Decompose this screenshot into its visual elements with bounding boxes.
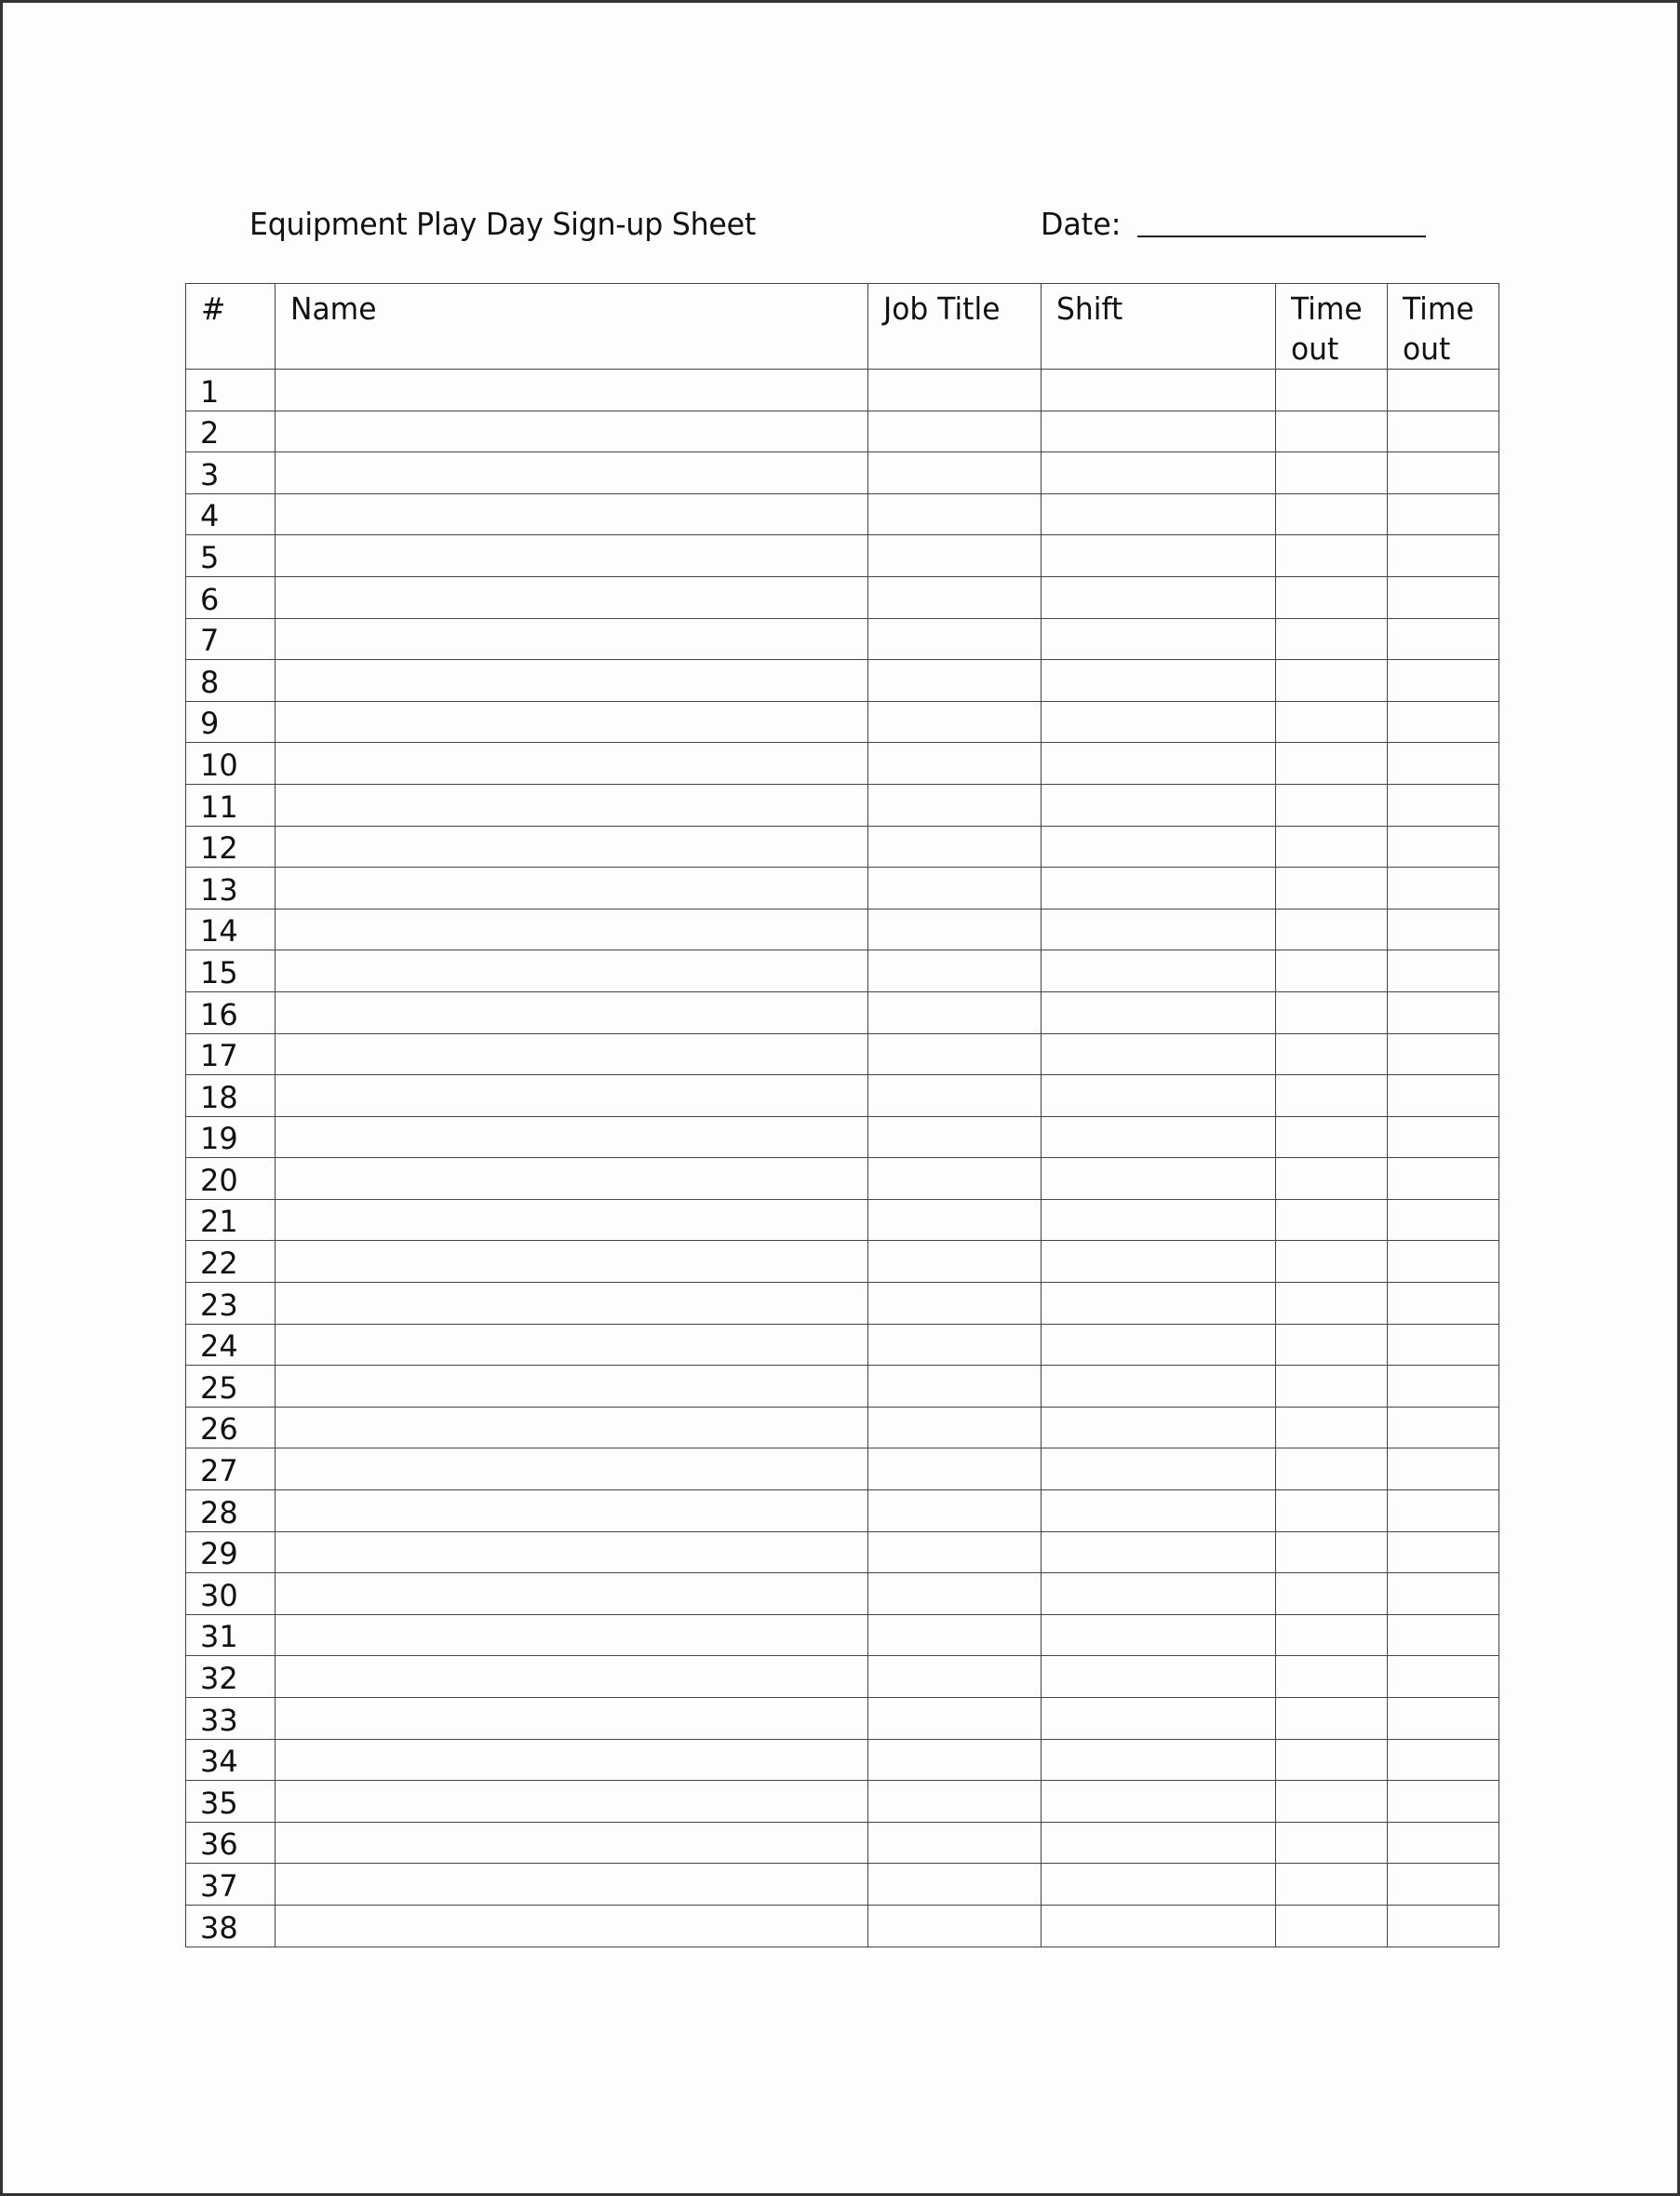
job-title-cell[interactable] — [868, 1075, 1042, 1117]
job-title-cell[interactable] — [868, 826, 1042, 868]
time-out-1-cell[interactable] — [1276, 1324, 1388, 1366]
shift-cell[interactable] — [1042, 370, 1276, 411]
time-out-2-cell[interactable] — [1388, 784, 1499, 826]
row-number-cell: 10 — [186, 743, 276, 785]
time-out-2-cell[interactable] — [1388, 1614, 1499, 1656]
row-number-cell: 12 — [186, 826, 276, 868]
shift-cell[interactable] — [1042, 1739, 1276, 1781]
time-out-2-cell[interactable] — [1388, 1781, 1499, 1823]
table-row — [186, 1531, 1499, 1573]
name-cell[interactable] — [276, 1905, 868, 1947]
table-row — [186, 1324, 1499, 1366]
name-cell[interactable] — [276, 452, 868, 494]
table-row — [186, 868, 1499, 909]
time-out-1-cell[interactable] — [1276, 868, 1388, 909]
time-out-1-cell[interactable] — [1276, 660, 1388, 702]
name-cell[interactable] — [276, 1033, 868, 1075]
job-title-cell[interactable] — [868, 1158, 1042, 1200]
shift-cell[interactable] — [1042, 1158, 1276, 1200]
header-name: Name — [276, 284, 868, 370]
name-cell[interactable] — [276, 950, 868, 992]
time-out-1-cell[interactable] — [1276, 1116, 1388, 1158]
time-out-1-cell[interactable] — [1276, 826, 1388, 868]
table-row — [186, 784, 1499, 826]
job-title-cell[interactable] — [868, 1241, 1042, 1283]
time-out-2-cell[interactable] — [1388, 576, 1499, 618]
table-row — [186, 950, 1499, 992]
table-row — [186, 660, 1499, 702]
job-title-cell[interactable] — [868, 701, 1042, 743]
time-out-2-cell[interactable] — [1388, 1656, 1499, 1698]
time-out-2-cell[interactable] — [1388, 1822, 1499, 1864]
job-title-cell[interactable] — [868, 868, 1042, 909]
row-number-cell: 37 — [186, 1864, 276, 1906]
name-cell[interactable] — [276, 1822, 868, 1864]
time-out-2-cell[interactable] — [1388, 493, 1499, 535]
name-cell[interactable] — [276, 743, 868, 785]
header-time-out-2: Time out — [1388, 284, 1499, 370]
shift-cell[interactable] — [1042, 701, 1276, 743]
job-title-cell[interactable] — [868, 1490, 1042, 1532]
row-number-cell: 3 — [186, 452, 276, 494]
table-row — [186, 1407, 1499, 1448]
row-number-cell: 26 — [186, 1407, 276, 1448]
row-number-cell: 14 — [186, 909, 276, 950]
time-out-1-cell[interactable] — [1276, 411, 1388, 452]
row-number-cell: 33 — [186, 1698, 276, 1740]
name-cell[interactable] — [276, 1781, 868, 1823]
shift-cell[interactable] — [1042, 1656, 1276, 1698]
job-title-cell[interactable] — [868, 1905, 1042, 1947]
job-title-cell[interactable] — [868, 743, 1042, 785]
header-shift: Shift — [1042, 284, 1276, 370]
time-out-1-cell[interactable] — [1276, 1822, 1388, 1864]
name-cell[interactable] — [276, 1864, 868, 1906]
name-cell[interactable] — [276, 991, 868, 1033]
time-out-2-cell[interactable] — [1388, 1075, 1499, 1117]
time-out-1-cell[interactable] — [1276, 1864, 1388, 1906]
table-row — [186, 991, 1499, 1033]
table-row — [186, 1199, 1499, 1241]
job-title-cell[interactable] — [868, 493, 1042, 535]
row-number-cell: 18 — [186, 1075, 276, 1117]
table-row — [186, 1739, 1499, 1781]
time-out-1-cell[interactable] — [1276, 1075, 1388, 1117]
shift-cell[interactable] — [1042, 1241, 1276, 1283]
time-out-2-cell[interactable] — [1388, 1158, 1499, 1200]
shift-cell[interactable] — [1042, 452, 1276, 494]
time-out-1-cell[interactable] — [1276, 1199, 1388, 1241]
job-title-cell[interactable] — [868, 1739, 1042, 1781]
table-row — [186, 1698, 1499, 1740]
shift-cell[interactable] — [1042, 1573, 1276, 1615]
time-out-2-cell[interactable] — [1388, 1241, 1499, 1283]
name-cell[interactable] — [276, 618, 868, 660]
job-title-cell[interactable] — [868, 535, 1042, 577]
table-row — [186, 1656, 1499, 1698]
time-out-1-cell[interactable] — [1276, 1905, 1388, 1947]
time-out-1-cell[interactable] — [1276, 1739, 1388, 1781]
time-out-2-cell[interactable] — [1388, 618, 1499, 660]
time-out-2-cell[interactable] — [1388, 1531, 1499, 1573]
job-title-cell[interactable] — [868, 909, 1042, 950]
name-cell[interactable] — [276, 1366, 868, 1408]
time-out-1-cell[interactable] — [1276, 1448, 1388, 1490]
name-cell[interactable] — [276, 1490, 868, 1532]
row-number-cell: 16 — [186, 991, 276, 1033]
time-out-1-cell[interactable] — [1276, 1241, 1388, 1283]
name-cell[interactable] — [276, 1448, 868, 1490]
time-out-1-cell[interactable] — [1276, 576, 1388, 618]
table-row — [186, 1448, 1499, 1490]
time-out-1-cell[interactable] — [1276, 1614, 1388, 1656]
table-row — [186, 1033, 1499, 1075]
job-title-cell[interactable] — [868, 784, 1042, 826]
table-row — [186, 1366, 1499, 1408]
shift-cell[interactable] — [1042, 535, 1276, 577]
time-out-2-cell[interactable] — [1388, 1407, 1499, 1448]
row-number-cell: 9 — [186, 701, 276, 743]
time-out-1-cell[interactable] — [1276, 1366, 1388, 1408]
time-out-2-cell[interactable] — [1388, 1864, 1499, 1906]
row-number-cell: 25 — [186, 1366, 276, 1408]
time-out-1-cell[interactable] — [1276, 1033, 1388, 1075]
name-cell[interactable] — [276, 1573, 868, 1615]
time-out-1-cell[interactable] — [1276, 493, 1388, 535]
job-title-cell[interactable] — [868, 1698, 1042, 1740]
shift-cell[interactable] — [1042, 909, 1276, 950]
shift-cell[interactable] — [1042, 826, 1276, 868]
job-title-cell[interactable] — [868, 1116, 1042, 1158]
name-cell[interactable] — [276, 535, 868, 577]
table-body — [186, 370, 1499, 1947]
time-out-2-cell[interactable] — [1388, 1366, 1499, 1408]
job-title-cell[interactable] — [868, 1283, 1042, 1325]
shift-cell[interactable] — [1042, 1199, 1276, 1241]
row-number-cell: 30 — [186, 1573, 276, 1615]
job-title-cell[interactable] — [868, 1656, 1042, 1698]
row-number-cell: 2 — [186, 411, 276, 452]
table-row — [186, 1075, 1499, 1117]
table-row — [186, 618, 1499, 660]
row-number-cell: 7 — [186, 618, 276, 660]
table-row — [186, 493, 1499, 535]
shift-cell[interactable] — [1042, 493, 1276, 535]
time-out-1-cell[interactable] — [1276, 1573, 1388, 1615]
time-out-2-cell[interactable] — [1388, 1448, 1499, 1490]
shift-cell[interactable] — [1042, 1614, 1276, 1656]
time-out-1-cell[interactable] — [1276, 1656, 1388, 1698]
shift-cell[interactable] — [1042, 618, 1276, 660]
name-cell[interactable] — [276, 826, 868, 868]
header-row — [186, 284, 1499, 370]
name-cell[interactable] — [276, 1241, 868, 1283]
job-title-cell[interactable] — [868, 1366, 1042, 1408]
shift-cell[interactable] — [1042, 784, 1276, 826]
row-number-cell: 28 — [186, 1490, 276, 1532]
job-title-cell[interactable] — [868, 576, 1042, 618]
table-row — [186, 1864, 1499, 1906]
name-cell[interactable] — [276, 1116, 868, 1158]
time-out-2-cell[interactable] — [1388, 411, 1499, 452]
shift-cell[interactable] — [1042, 1448, 1276, 1490]
job-title-cell[interactable] — [868, 1822, 1042, 1864]
name-cell[interactable] — [276, 1075, 868, 1117]
time-out-2-cell[interactable] — [1388, 535, 1499, 577]
job-title-cell[interactable] — [868, 1614, 1042, 1656]
name-cell[interactable] — [276, 701, 868, 743]
document-title: Equipment Play Day Sign-up Sheet — [249, 206, 756, 242]
row-number-cell: 20 — [186, 1158, 276, 1200]
name-cell[interactable] — [276, 1283, 868, 1325]
header-job-title: Job Title — [868, 284, 1042, 370]
row-number-cell: 17 — [186, 1033, 276, 1075]
name-cell[interactable] — [276, 1324, 868, 1366]
time-out-2-cell[interactable] — [1388, 1490, 1499, 1532]
time-out-2-cell[interactable] — [1388, 991, 1499, 1033]
shift-cell[interactable] — [1042, 576, 1276, 618]
name-cell[interactable] — [276, 411, 868, 452]
shift-cell[interactable] — [1042, 1075, 1276, 1117]
job-title-cell[interactable] — [868, 1448, 1042, 1490]
table-row — [186, 743, 1499, 785]
row-number-cell: 34 — [186, 1739, 276, 1781]
row-number-cell: 13 — [186, 868, 276, 909]
shift-cell[interactable] — [1042, 1033, 1276, 1075]
table-row — [186, 535, 1499, 577]
job-title-cell[interactable] — [868, 370, 1042, 411]
shift-cell[interactable] — [1042, 660, 1276, 702]
job-title-cell[interactable] — [868, 1199, 1042, 1241]
time-out-1-cell[interactable] — [1276, 1781, 1388, 1823]
row-number-cell: 29 — [186, 1531, 276, 1573]
time-out-1-cell[interactable] — [1276, 909, 1388, 950]
row-number-cell: 24 — [186, 1324, 276, 1366]
name-cell[interactable] — [276, 784, 868, 826]
job-title-cell[interactable] — [868, 950, 1042, 992]
row-number-cell: 32 — [186, 1656, 276, 1698]
time-out-2-cell[interactable] — [1388, 660, 1499, 702]
row-number-cell: 1 — [186, 370, 276, 411]
job-title-cell[interactable] — [868, 1781, 1042, 1823]
table-row — [186, 452, 1499, 494]
time-out-2-cell[interactable] — [1388, 1324, 1499, 1366]
date-blank-line[interactable] — [1137, 236, 1426, 237]
shift-cell[interactable] — [1042, 1822, 1276, 1864]
table-row — [186, 1116, 1499, 1158]
table-row — [186, 1614, 1499, 1656]
name-cell[interactable] — [276, 493, 868, 535]
row-number-cell: 15 — [186, 950, 276, 992]
time-out-2-cell[interactable] — [1388, 1739, 1499, 1781]
shift-cell[interactable] — [1042, 411, 1276, 452]
job-title-cell[interactable] — [868, 1407, 1042, 1448]
time-out-2-cell[interactable] — [1388, 1905, 1499, 1947]
job-title-cell[interactable] — [868, 411, 1042, 452]
time-out-2-cell[interactable] — [1388, 452, 1499, 494]
time-out-2-cell[interactable] — [1388, 950, 1499, 992]
time-out-1-cell[interactable] — [1276, 950, 1388, 992]
time-out-2-cell[interactable] — [1388, 743, 1499, 785]
row-number-cell: 4 — [186, 493, 276, 535]
time-out-2-cell[interactable] — [1388, 701, 1499, 743]
time-out-2-cell[interactable] — [1388, 1116, 1499, 1158]
table-row — [186, 1905, 1499, 1947]
shift-cell[interactable] — [1042, 1698, 1276, 1740]
date-field — [1041, 202, 1426, 247]
time-out-1-cell[interactable] — [1276, 452, 1388, 494]
table-row — [186, 1573, 1499, 1615]
time-out-1-cell[interactable] — [1276, 701, 1388, 743]
name-cell[interactable] — [276, 370, 868, 411]
shift-cell[interactable] — [1042, 1324, 1276, 1366]
time-out-2-cell[interactable] — [1388, 1698, 1499, 1740]
job-title-cell[interactable] — [868, 452, 1042, 494]
time-out-1-cell[interactable] — [1276, 370, 1388, 411]
name-cell[interactable] — [276, 1199, 868, 1241]
name-cell[interactable] — [276, 1656, 868, 1698]
time-out-2-cell[interactable] — [1388, 1573, 1499, 1615]
shift-cell[interactable] — [1042, 743, 1276, 785]
shift-cell[interactable] — [1042, 1531, 1276, 1573]
row-number-cell: 23 — [186, 1283, 276, 1325]
time-out-1-cell[interactable] — [1276, 1698, 1388, 1740]
time-out-1-cell[interactable] — [1276, 784, 1388, 826]
name-cell[interactable] — [276, 1698, 868, 1740]
signup-table — [185, 283, 1499, 1947]
job-title-cell[interactable] — [868, 618, 1042, 660]
name-cell[interactable] — [276, 868, 868, 909]
row-number-cell: 22 — [186, 1241, 276, 1283]
row-number-cell: 35 — [186, 1781, 276, 1823]
table-row — [186, 370, 1499, 411]
name-cell[interactable] — [276, 576, 868, 618]
row-number-cell: 21 — [186, 1199, 276, 1241]
job-title-cell[interactable] — [868, 1324, 1042, 1366]
time-out-1-cell[interactable] — [1276, 1283, 1388, 1325]
name-cell[interactable] — [276, 1158, 868, 1200]
time-out-1-cell[interactable] — [1276, 1531, 1388, 1573]
time-out-2-cell[interactable] — [1388, 868, 1499, 909]
header-number: # — [186, 284, 276, 370]
row-number-cell: 38 — [186, 1905, 276, 1947]
row-number-cell: 8 — [186, 660, 276, 702]
date-label: Date: — [1041, 206, 1122, 242]
time-out-2-cell[interactable] — [1388, 1283, 1499, 1325]
job-title-cell[interactable] — [868, 991, 1042, 1033]
time-out-1-cell[interactable] — [1276, 1407, 1388, 1448]
job-title-cell[interactable] — [868, 1033, 1042, 1075]
time-out-1-cell[interactable] — [1276, 743, 1388, 785]
row-number-cell: 6 — [186, 576, 276, 618]
time-out-2-cell[interactable] — [1388, 826, 1499, 868]
row-number-cell: 5 — [186, 535, 276, 577]
table-row — [186, 411, 1499, 452]
time-out-1-cell[interactable] — [1276, 1490, 1388, 1532]
time-out-2-cell[interactable] — [1388, 1033, 1499, 1075]
time-out-1-cell[interactable] — [1276, 1158, 1388, 1200]
shift-cell[interactable] — [1042, 1116, 1276, 1158]
row-number-cell: 27 — [186, 1448, 276, 1490]
table-row — [186, 1490, 1499, 1532]
time-out-1-cell[interactable] — [1276, 618, 1388, 660]
shift-cell[interactable] — [1042, 1366, 1276, 1408]
job-title-cell[interactable] — [868, 1531, 1042, 1573]
shift-cell[interactable] — [1042, 950, 1276, 992]
shift-cell[interactable] — [1042, 1905, 1276, 1947]
table-row — [186, 576, 1499, 618]
table-row — [186, 826, 1499, 868]
job-title-cell[interactable] — [868, 1573, 1042, 1615]
name-cell[interactable] — [276, 1407, 868, 1448]
shift-cell[interactable] — [1042, 991, 1276, 1033]
name-cell[interactable] — [276, 909, 868, 950]
shift-cell[interactable] — [1042, 1864, 1276, 1906]
shift-cell[interactable] — [1042, 1283, 1276, 1325]
table-row — [186, 1241, 1499, 1283]
row-number-cell: 36 — [186, 1822, 276, 1864]
row-number-cell: 31 — [186, 1614, 276, 1656]
name-cell[interactable] — [276, 1531, 868, 1573]
name-cell[interactable] — [276, 1739, 868, 1781]
time-out-1-cell[interactable] — [1276, 991, 1388, 1033]
table-row — [186, 909, 1499, 950]
time-out-2-cell[interactable] — [1388, 909, 1499, 950]
table-row — [186, 1781, 1499, 1823]
shift-cell[interactable] — [1042, 868, 1276, 909]
job-title-cell[interactable] — [868, 1864, 1042, 1906]
shift-cell[interactable] — [1042, 1781, 1276, 1823]
time-out-1-cell[interactable] — [1276, 535, 1388, 577]
table-row — [186, 1283, 1499, 1325]
shift-cell[interactable] — [1042, 1490, 1276, 1532]
table-row — [186, 1822, 1499, 1864]
shift-cell[interactable] — [1042, 1407, 1276, 1448]
name-cell[interactable] — [276, 1614, 868, 1656]
table-row — [186, 701, 1499, 743]
row-number-cell: 11 — [186, 784, 276, 826]
job-title-cell[interactable] — [868, 660, 1042, 702]
table-row — [186, 1158, 1499, 1200]
name-cell[interactable] — [276, 660, 868, 702]
time-out-2-cell[interactable] — [1388, 1199, 1499, 1241]
time-out-2-cell[interactable] — [1388, 370, 1499, 411]
header-time-out-1: Time out — [1276, 284, 1388, 370]
row-number-cell: 19 — [186, 1116, 276, 1158]
